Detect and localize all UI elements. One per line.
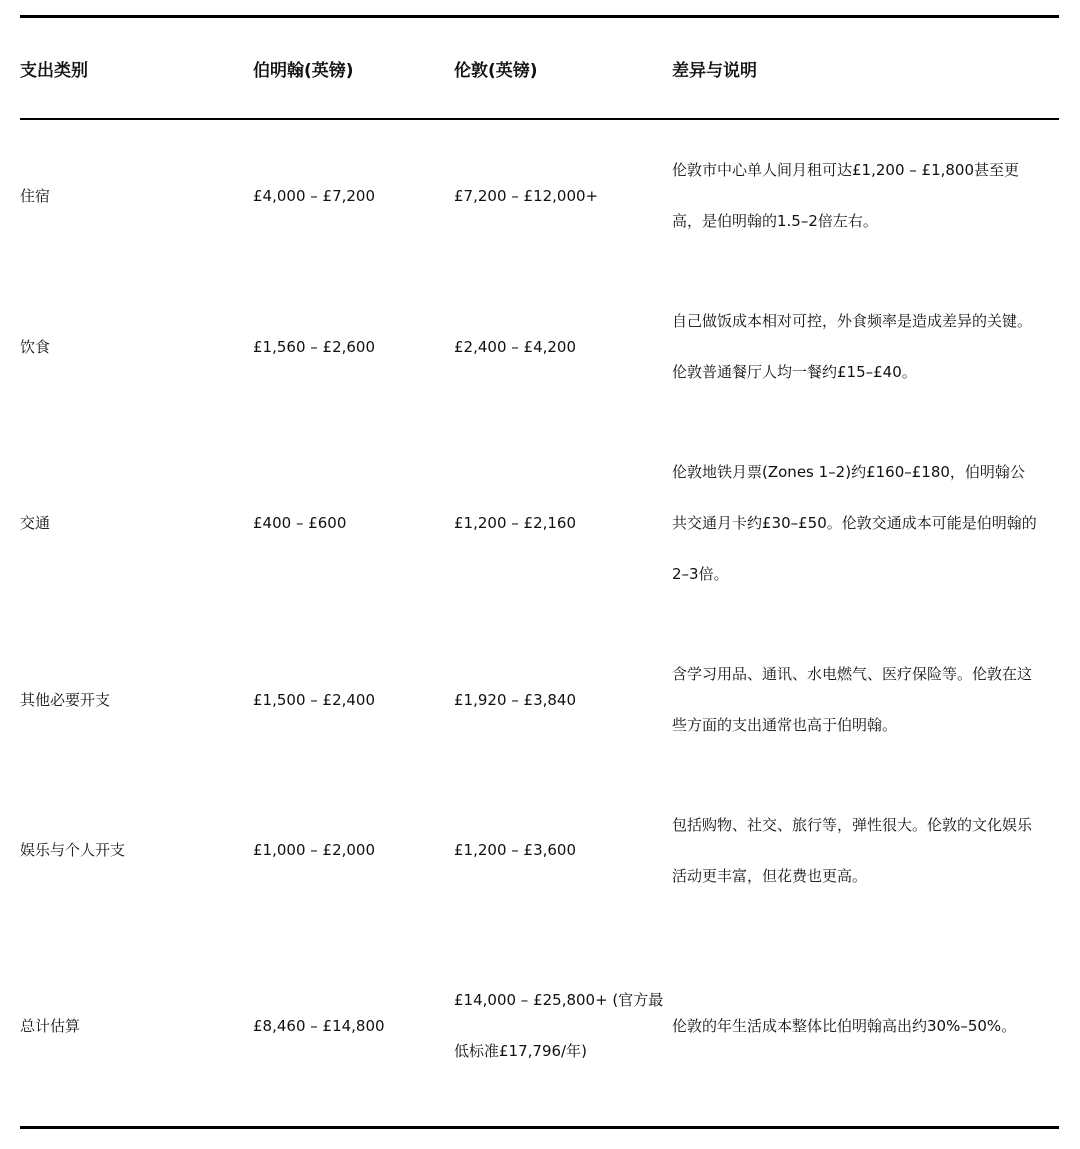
cell-birmingham: £1,560 – £2,600 xyxy=(253,337,376,356)
cell-london: £1,200 – £3,600 xyxy=(454,841,577,859)
cell-category: 交通 xyxy=(20,514,51,532)
cell-birmingham: £4,000 – £7,200 xyxy=(253,186,376,205)
cell-category: 住宿 xyxy=(20,186,51,205)
cell-note: 自己做饭成本相对可控，外食频率是造成差异的关键。伦敦普通餐厅人均一餐约£15–£40。 xyxy=(672,312,1033,381)
cell-category: 饮食 xyxy=(20,337,51,356)
table-row xyxy=(20,422,1059,625)
cell-category: 娱乐与个人开支 xyxy=(20,841,126,859)
cost-comparison-table xyxy=(20,15,1059,1129)
cell-london: £2,400 – £4,200 xyxy=(454,337,577,356)
cell-note: 伦敦市中心单人间月租可达£1,200 – £1,800甚至更高，是伯明翰的1.5–2倍左右。 xyxy=(672,161,1020,230)
table-row xyxy=(20,926,1059,1128)
cell-note: 伦敦地铁月票(Zones 1–2)约£160–£180，伯明翰公共交通月卡约£30–£50。伦敦交通成本可能是伯明翰的2–3倍。 xyxy=(672,463,1037,583)
cell-category: 其他必要开支 xyxy=(20,690,111,709)
header-london: 伦敦(英镑) xyxy=(454,60,538,81)
table-row xyxy=(20,775,1059,926)
cell-birmingham: £8,460 – £14,800 xyxy=(253,1016,385,1035)
cell-london: £14,000 – £25,800+ (官方最低标准£17,796/年) xyxy=(454,991,664,1060)
cell-category: 总计估算 xyxy=(20,1016,81,1035)
cell-london: £1,920 – £3,840 xyxy=(454,690,577,709)
table-row xyxy=(20,119,1059,272)
cell-note: 包括购物、社交、旅行等，弹性很大。伦敦的文化娱乐活动更丰富，但花费也更高。 xyxy=(672,815,1033,885)
table-row xyxy=(20,625,1059,775)
cell-birmingham: £1,000 – £2,000 xyxy=(253,841,376,859)
table-header xyxy=(20,17,1059,120)
cost-comparison-table-container xyxy=(20,15,1059,1129)
cell-london: £7,200 – £12,000+ xyxy=(454,186,599,205)
header-category: 支出类别 xyxy=(20,60,88,81)
cell-note: 含学习用品、通讯、水电燃气、医疗保险等。伦敦在这些方面的支出通常也高于伯明翰。 xyxy=(672,665,1033,734)
cell-note: 伦敦的年生活成本整体比伯明翰高出约30%–50%。 xyxy=(672,1016,1017,1035)
cell-birmingham: £1,500 – £2,400 xyxy=(253,690,376,709)
header-note: 差异与说明 xyxy=(672,60,757,81)
cell-birmingham: £400 – £600 xyxy=(253,514,347,532)
table-body xyxy=(20,119,1059,1128)
table-row xyxy=(20,272,1059,422)
cell-london: £1,200 – £2,160 xyxy=(454,514,577,532)
header-row xyxy=(20,17,1059,120)
header-birmingham: 伯明翰(英镑) xyxy=(253,60,354,81)
